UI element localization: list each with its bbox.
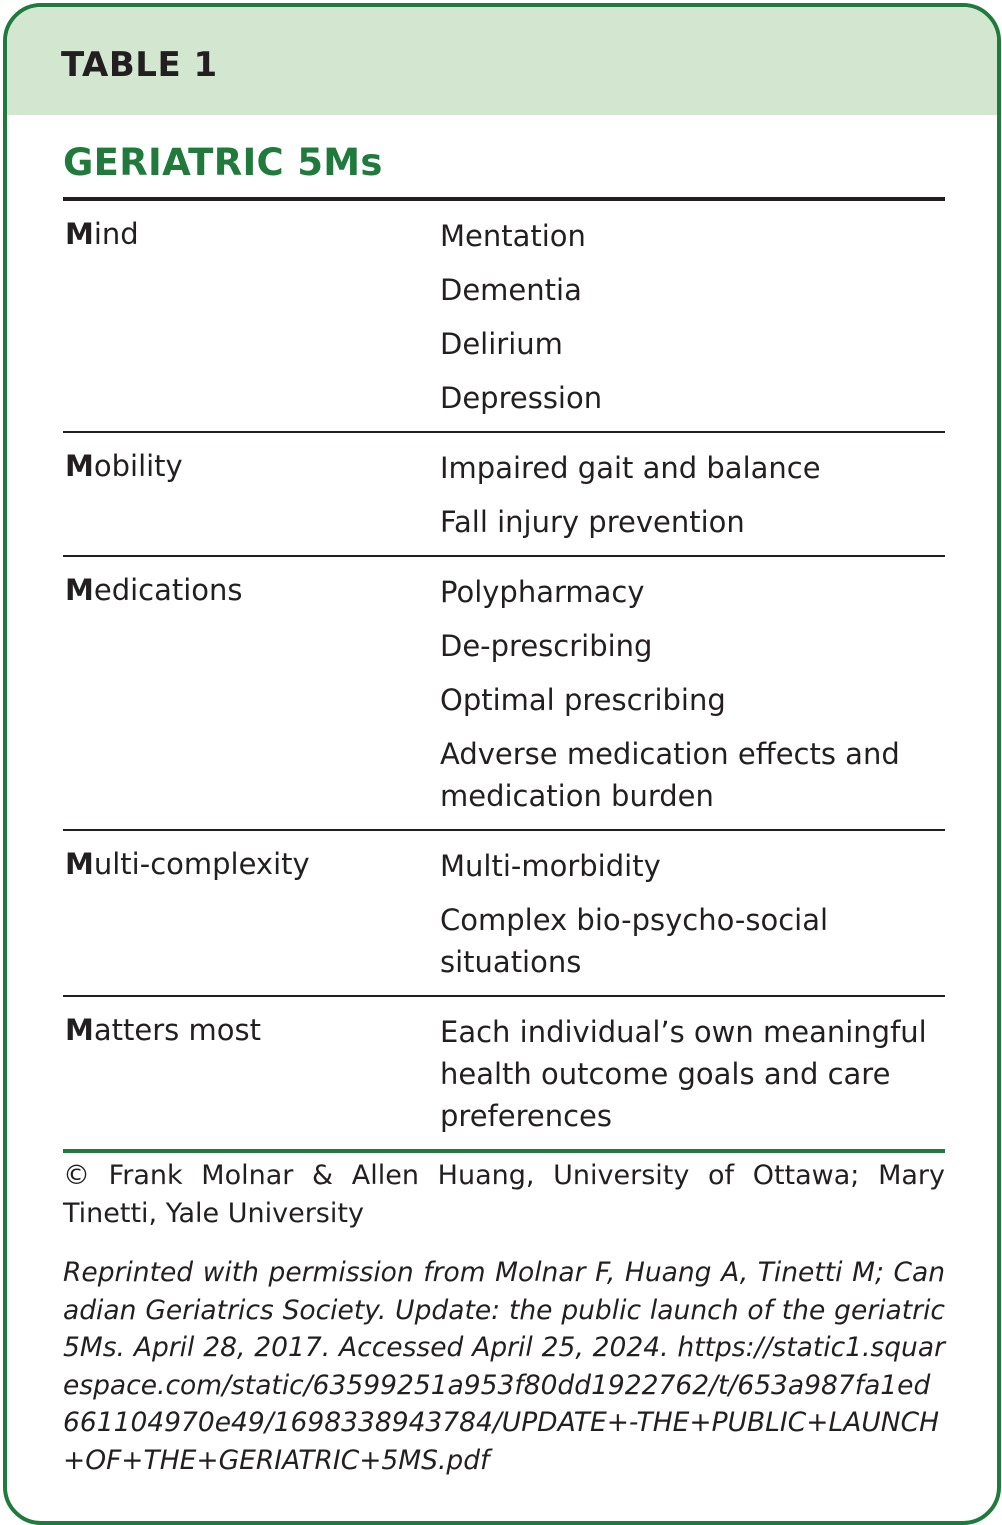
table-header-band [7,7,997,115]
row-items [440,571,945,817]
term-initial: M [65,847,94,881]
table-title: GERIATRIC 5Ms [63,141,383,184]
term-initial: M [65,449,94,483]
term-rest: ind [93,217,139,251]
row-item: Impaired gait and balance [440,451,821,485]
row-term [63,571,440,817]
table-row [63,201,945,433]
row-items [440,845,945,983]
term-initial: M [65,573,94,607]
term-rest: edications [93,573,243,607]
row-term [63,845,440,983]
row-item: Multi-morbidity [440,849,661,883]
copyright-note: © Frank Molnar & Allen Huang, University of Ottawa; Mary Tinetti, Yale University [63,1160,945,1229]
row-item: Optimal prescribing [440,683,726,717]
table-row [63,433,945,557]
row-term [63,215,440,419]
row-item: Depression [440,381,603,415]
term-initial: M [65,1013,94,1047]
row-item: Complex bio-psycho-social situations [440,903,829,979]
term-rest: obility [93,449,183,483]
row-item: Adverse medication effects and medication burden [440,737,900,813]
table-row [63,557,945,831]
table-label: TABLE 1 [61,45,218,85]
table-card [3,3,1001,1525]
row-item: Polypharmacy [440,575,645,609]
row-term [63,1011,440,1137]
row-item: Dementia [440,273,582,307]
row-item: Delirium [440,327,563,361]
row-items [440,447,945,543]
table-row [63,831,945,997]
term-rest: ulti-complexity [93,847,310,881]
row-item: Fall injury prevention [440,505,745,539]
row-items [440,1011,945,1137]
row-term [63,447,440,543]
row-item: De-prescribing [440,629,653,663]
row-item: Each individual’s own meaningful health outcome goals and care preferences [440,1015,927,1133]
row-items [440,215,945,419]
term-rest: atters most [93,1013,261,1047]
table-body [63,197,945,1153]
table-row [63,997,945,1149]
citation-note: Reprinted with permission from Molnar F, Huang A, Tinetti M; Canadian Geriatrics Society. Update: the public launch of the geriatric 5Ms. April 28, 2017. Accessed April 25, 2024. https://static1.squarespace.com/static/63599251a953f80dd1922762/t/653a987fa1ed661104970e49/1698338943784/UPDATE+-THE+PUBLIC+LAUNCH+OF+THE+GERIATRIC+5MS.pdf [63,1257,945,1476]
bottom-rule [63,1149,945,1153]
term-initial: M [65,217,94,251]
row-item: Mentation [440,219,586,253]
